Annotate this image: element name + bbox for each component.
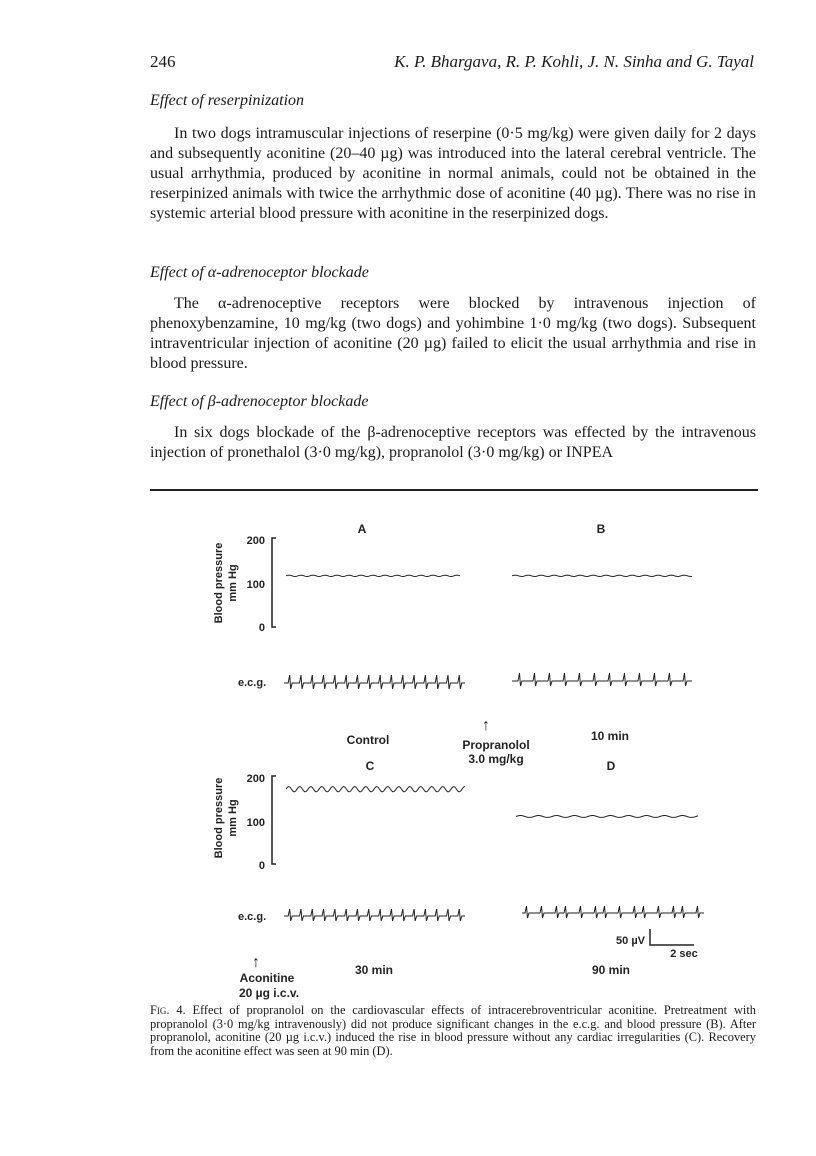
section-title-alpha-blockade: Effect of α-adrenoceptor blockade bbox=[150, 264, 369, 281]
figure-4 bbox=[0, 500, 816, 1000]
label-aconitine-dose: 20 µg i.c.v. bbox=[238, 986, 300, 1000]
bp-axis-title: Blood pressure bbox=[213, 542, 225, 624]
bp-tick-0: 0 bbox=[258, 622, 265, 634]
bp-axis-top bbox=[272, 538, 276, 627]
panel-label-b: B bbox=[596, 522, 606, 536]
panel-label-c: C bbox=[365, 759, 375, 773]
bp-tick-200: 200 bbox=[246, 535, 265, 547]
bp-axis-label-bottom bbox=[213, 778, 239, 859]
section-title-beta-blockade: Effect of β-adrenoceptor blockade bbox=[150, 393, 369, 410]
section-title-reserpinization: Effect of reserpinization bbox=[150, 92, 305, 109]
figure-caption bbox=[150, 1004, 756, 1058]
caption-label: Fig. 4. bbox=[150, 1003, 186, 1017]
ecg-label-top: e.c.g. bbox=[238, 677, 267, 689]
ecg-label-bottom: e.c.g. bbox=[238, 911, 267, 923]
paragraph-beta-blockade: In six dogs blockade of the β-adrenoceptive receptors was effected by the intravenous injection of pronethalol (3·0 mg/kg), propranolol (3·0 mg/kg) or INPEA bbox=[150, 424, 756, 461]
ecg-trace-a bbox=[284, 675, 465, 689]
bp-tick-100: 100 bbox=[246, 579, 265, 591]
bp-trace-b bbox=[512, 575, 692, 576]
ecg-trace-d bbox=[522, 906, 704, 918]
arrow-up-icon: ↑ bbox=[482, 717, 490, 734]
bp-trace-a bbox=[286, 575, 460, 576]
page-number: 246 bbox=[150, 52, 176, 71]
bp-axis-bottom bbox=[272, 776, 276, 864]
paragraph-alpha-blockade: The α-adrenoceptive receptors were blocked by intravenous injection of phenoxybenzamine, 10 mg/kg (two dogs) and yohimbine 1·0 mg/kg (two dogs). Subsequent intraventricular injection of aconitine (20 µg) failed to elicit the usual arrhythmia and rise in blood pressure. bbox=[150, 295, 756, 372]
running-header-authors: K. P. Bhargava, R. P. Kohli, J. N. Sinha and G. Tayal bbox=[394, 52, 754, 71]
caption-text: Effect of propranolol on the cardiovascular effects of intracerebroventricular aconitine. Pretreatment with propranolol (3·0 mg/kg intravenously) did not produce significant changes in the e.c.g. and blood pressure (B). After propranolol, aconitine (20 µg i.c.v.) induced the rise in blood pressure without any cardiac irregularities (C). Recovery from the aconitine effect was seen at 90 min (D). bbox=[150, 1003, 756, 1058]
bp-trace-d bbox=[516, 816, 698, 818]
label-control: Control bbox=[346, 733, 390, 747]
bp-axis-units: mm Hg bbox=[227, 799, 239, 837]
label-time-d: 90 min bbox=[591, 963, 631, 977]
figure-divider bbox=[150, 489, 758, 491]
label-propranolol-dose: 3.0 mg/kg bbox=[468, 752, 524, 766]
bp-axis-title: Blood pressure bbox=[213, 777, 225, 859]
bp-tick-200: 200 bbox=[246, 773, 265, 785]
scale-bar bbox=[650, 929, 694, 945]
panel-label-a: A bbox=[357, 522, 367, 536]
arrow-up-icon: ↑ bbox=[252, 954, 260, 971]
label-time-b: 10 min bbox=[590, 729, 630, 743]
bp-tick-100: 100 bbox=[246, 817, 265, 829]
bp-axis-label-top bbox=[213, 543, 239, 624]
scale-voltage-label: 50 µV bbox=[616, 935, 645, 947]
scale-time-label: 2 sec bbox=[670, 948, 698, 960]
bp-tick-0: 0 bbox=[258, 860, 265, 872]
panel-label-d: D bbox=[606, 759, 616, 773]
label-time-c: 30 min bbox=[354, 963, 394, 977]
label-propranolol: Propranolol bbox=[462, 738, 530, 752]
ecg-trace-b bbox=[512, 673, 692, 686]
paragraph-reserpinization: In two dogs intramuscular injections of reserpine (0·5 mg/kg) were given daily for 2 days and subsequently aconitine (20–40 µg) was introduced into the lateral cerebral ventricle. The usual arrhythmia, produced by aconitine in normal animals, could not be obtained in the reserpinized animals with twice the arrhythmic dose of aconitine (40 µg). There was no rise in systemic arterial blood pressure with aconitine in the reserpinized dogs. bbox=[150, 125, 756, 222]
bp-axis-units: mm Hg bbox=[227, 564, 239, 602]
ecg-trace-c bbox=[284, 909, 465, 921]
bp-trace-c bbox=[286, 787, 465, 792]
label-aconitine: Aconitine bbox=[239, 971, 295, 985]
